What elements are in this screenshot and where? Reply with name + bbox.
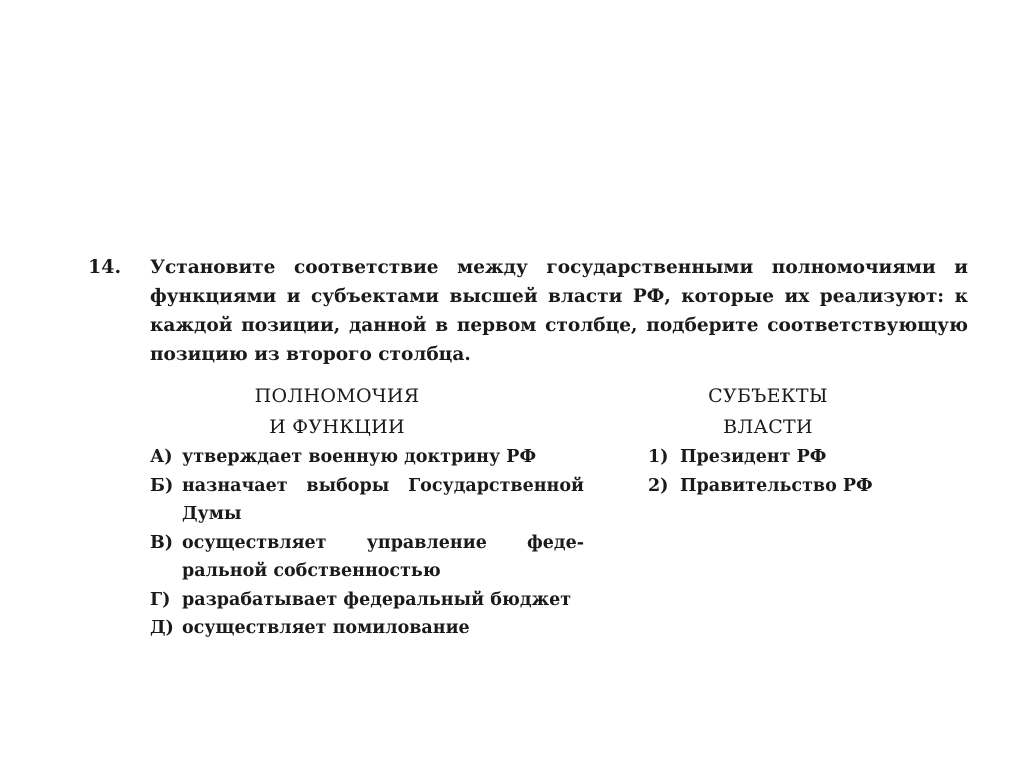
power-item-b [150,472,584,529]
power-item-key: Б) [150,475,174,496]
subjects-heading-line1: СУБЪЕКТЫ [708,385,828,407]
power-item-d [150,614,584,643]
task-instruction: Установите соответствие между государственными полномочиями и функциями и субъектами высшей власти РФ, которые их реализуют: к каждой позиции, данной в первом столбце, подберите соответствующую позицию из второго столбца. [150,257,968,365]
subjects-heading-line2: ВЛАСТИ [723,416,813,438]
power-item-text-cont: ральной собственностью [182,561,441,581]
power-item-key: А) [150,447,173,467]
subjects-heading [648,381,888,443]
powers-heading-line1: ПОЛНОМОЧИЯ [254,385,420,407]
power-item-text-cont: Думы [182,504,242,524]
powers-list [150,443,584,643]
power-item-text: назначает выборы Государственной [182,475,584,496]
power-item-text: разрабатывает федеральный бюджет [182,589,572,610]
power-item-v [150,529,584,586]
subjects-column [648,381,908,500]
subject-item-1 [648,443,908,472]
subjects-list [648,443,908,500]
power-item-text: утверждает военную доктрину РФ [182,447,537,467]
subject-item-2 [648,472,908,501]
power-item-a [150,443,584,472]
task-number: 14. [88,256,122,278]
subject-item-key: 1) [648,447,669,467]
powers-heading-line2: И ФУНКЦИИ [269,416,405,438]
powers-heading [150,381,524,443]
subject-item-key: 2) [648,475,669,496]
power-item-text: осуществляет управление феде- [182,532,584,553]
power-item-key: Г) [150,589,171,610]
powers-column [150,381,584,643]
subject-item-text: Президент РФ [680,447,827,467]
subject-item-text: Правительство РФ [680,475,873,496]
power-item-text: осуществляет помилование [182,618,470,638]
power-item-g [150,586,584,615]
power-item-key: В) [150,532,174,553]
power-item-key: Д) [150,618,174,638]
